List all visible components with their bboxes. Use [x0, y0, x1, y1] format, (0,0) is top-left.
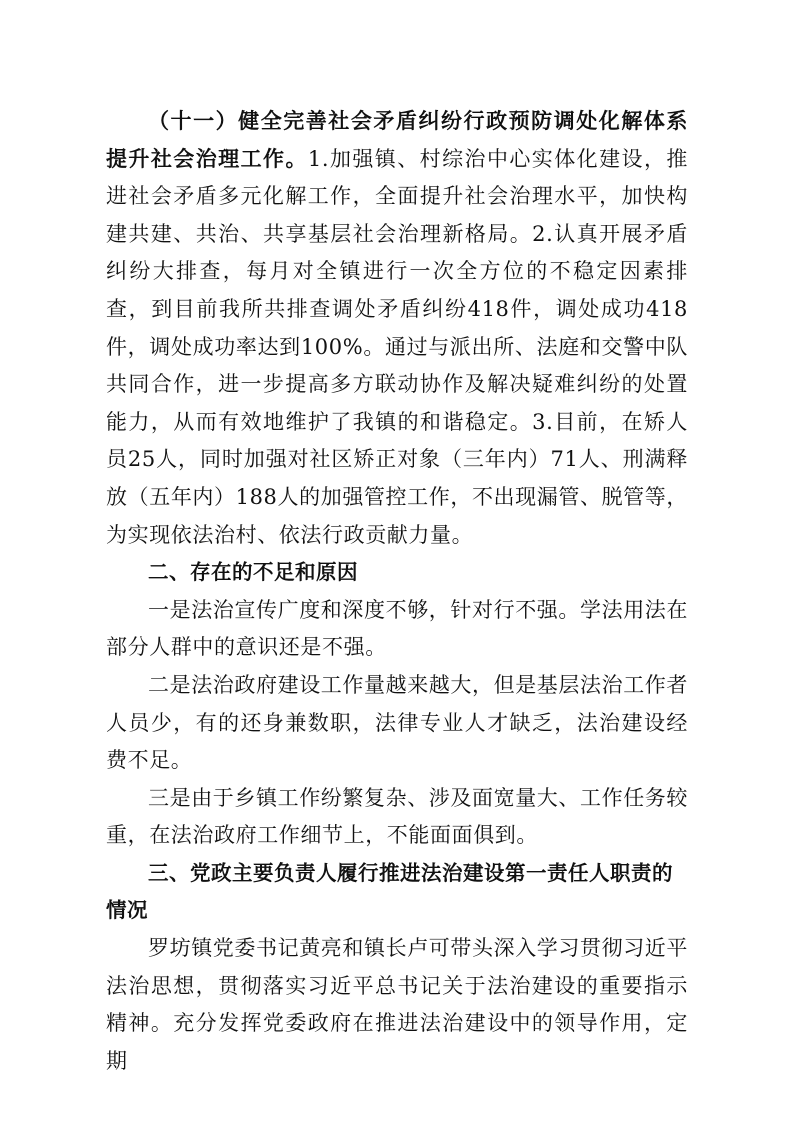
section-11-paragraph	[106, 103, 688, 554]
section-11-heading: （十一）健全完善社会矛盾纠纷行政预防调处化解体系 提升社会治理工作。	[106, 109, 688, 171]
section-2-paragraph-2: 二是法治政府建设工作量越来越大，但是基层法治工作者人员少，有的还身兼数职，法律专业人才缺乏，法治建设经费不足。	[106, 672, 688, 773]
document-body	[106, 103, 688, 1080]
section-2-paragraph-3: 三是由于乡镇工作纷繁复杂、涉及面宽量大、工作任务较重，在法治政府工作细节上，不能面面俱到。	[106, 785, 688, 848]
section-2-heading: 二、存在的不足和原因	[148, 560, 358, 585]
section-11-body: 1.加强镇、村综治中心实体化建设，推进社会矛盾多元化解工作，全面提升社会治理水平，加快构建共建、共治、共享基层社会治理新格局。2.认真开展矛盾纠纷大排查，每月对全镇进行一次全方位的不稳定因素排查，到目前我所共排查调处矛盾纠纷418件，调处成功418件，调处成功率达到100%。通过与派出所、法庭和交警中队共同合作，进一步提高多方联动协作及解决疑难纠纷的处置能力，从而有效地维护了我镇的和谐稳定。3.目前，在矫人员25人，同时加强对社区矫正对象（三年内）71人、刑满释放（五年内）188人的加强管控工作，不出现漏管、脱管等，为实现依法治村、依法行政贡献力量。	[106, 146, 688, 547]
section-3-heading: 三、党政主要负责人履行推进法治建设第一责任人职责的情况	[106, 860, 673, 923]
section-3-paragraph-1: 罗坊镇党委书记黄亮和镇长卢可带头深入学习贯彻习近平法治思想，贯彻落实习近平总书记关于法治建设的重要指示精神。充分发挥党委政府在推进法治建设中的领导作用，定期	[106, 936, 688, 1073]
section-2-paragraph-1: 一是法治宣传广度和深度不够，针对行不强。学法用法在部分人群中的意识还是不强。	[106, 597, 688, 660]
